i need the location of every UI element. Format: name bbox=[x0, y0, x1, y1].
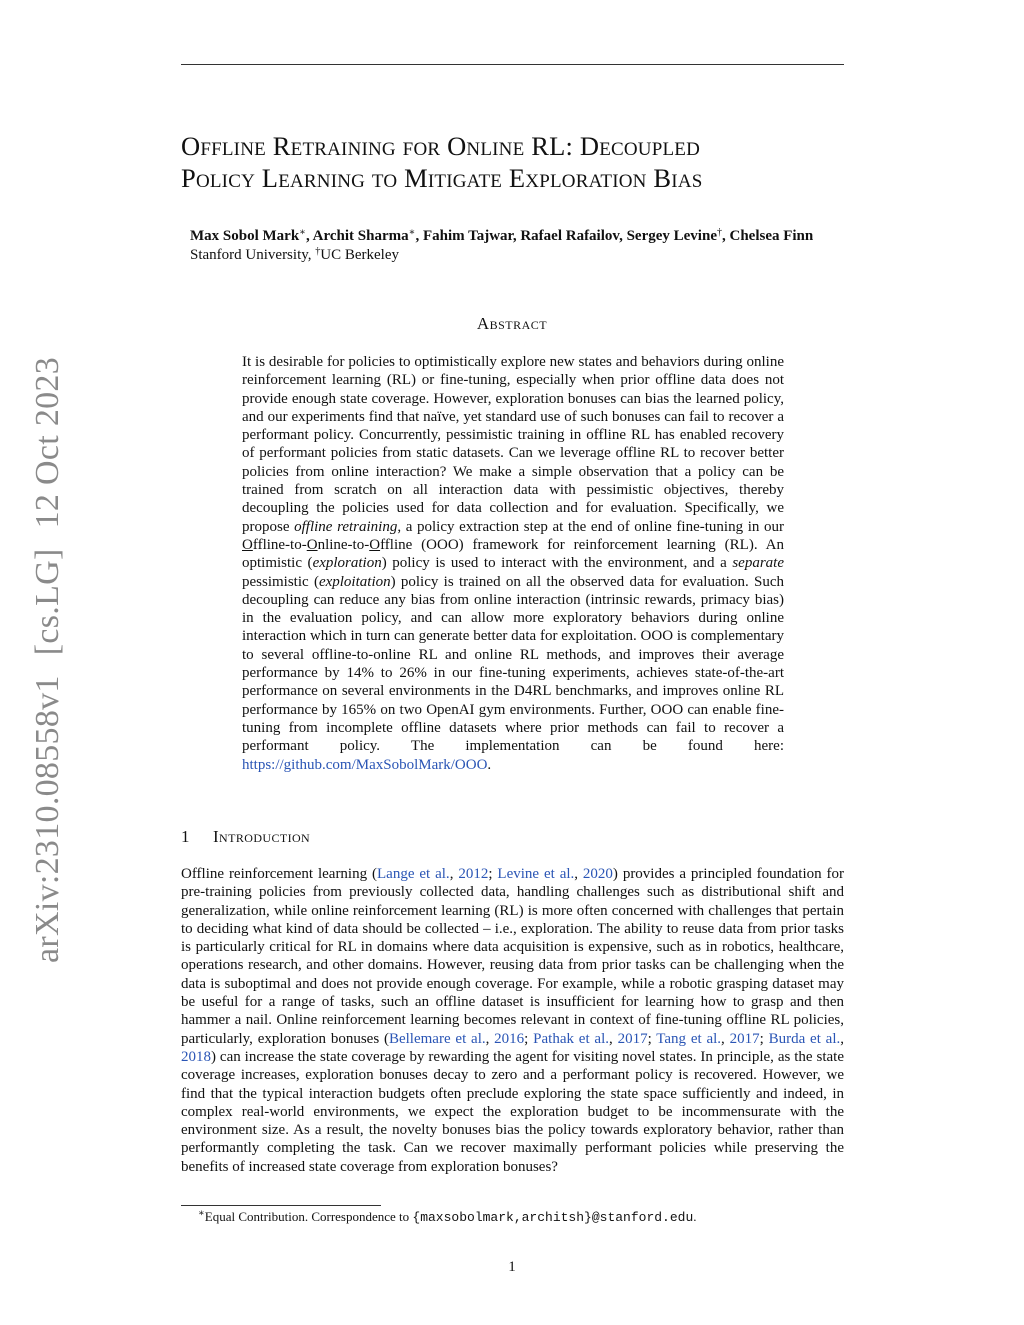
arxiv-date: 12 Oct 2023 bbox=[29, 356, 66, 529]
author-2: Archit Sharma bbox=[312, 228, 409, 244]
author-2-mark: ∗ bbox=[408, 227, 416, 238]
intro-text: , bbox=[449, 866, 459, 882]
abstract-emphasis-exploitation: exploitation bbox=[318, 573, 391, 590]
abstract-text-4: ) policy is used to interact with the environment, and a bbox=[381, 555, 733, 572]
arxiv-category: [cs.LG] bbox=[29, 548, 66, 656]
github-link[interactable]: https://github.com/MaxSobolMark/OOO bbox=[242, 756, 488, 773]
intro-text: , bbox=[485, 1030, 495, 1047]
footnote-text: Equal Contribution. Correspondence to bbox=[204, 1209, 413, 1224]
intro-text: , bbox=[840, 1030, 845, 1047]
citation-levine[interactable]: Levine et al. bbox=[497, 866, 575, 882]
affiliations bbox=[190, 247, 399, 264]
intro-text: ; bbox=[647, 1030, 657, 1047]
abstract-emphasis-separate: separate bbox=[732, 555, 785, 572]
citation-tang[interactable]: Tang et al. bbox=[656, 1030, 722, 1047]
citation-bellemare-year[interactable]: 2016 bbox=[494, 1030, 525, 1047]
author-5: Sergey Levine bbox=[626, 228, 717, 244]
footnote-rule bbox=[181, 1205, 381, 1206]
footnote-end: . bbox=[693, 1209, 697, 1224]
page-number: 1 bbox=[508, 1259, 516, 1275]
section-number: 1 bbox=[181, 827, 190, 846]
section-title: Introduction bbox=[213, 827, 311, 846]
section-heading-introduction bbox=[181, 827, 310, 847]
abstract-text-1: It is desirable for policies to optimistically explore new states and behaviors during online reinforcement learning (RL) or fine-tuning, especially when prior offline data does not provide enough state coverage. However, exploration bonuses can bias the learned policy, and our experiments find that naïve, yet standard use of such bonuses can fail to recover a performant policy. Concurrently, pessimistic training in offline RL has enabled recovery of performant policies from static datasets. Can we leverage offline RL to recover better policies from online interaction? We make a simple observation that a policy can be trained from scratch on all interaction data with pessimistic objectives, thereby decoupling the policies used for data collection and for evaluation. Specifically, we propose bbox=[242, 354, 784, 535]
citation-burda[interactable]: Burda et al. bbox=[768, 1030, 841, 1047]
abstract-text-6: ) policy is trained on all the observed data for evaluation. Such decoupling can reduce any bias from online interaction (intrinsic rewards, primacy bias) in the evaluation policy, and can allow more exploratory behaviors during online interaction which in turn can generate better data for exploitation. OOO is complementary to several offline-to-online RL and online RL methods, and improves their average performance by 14% to 26% in our fine-tuning experiments, achieves state-of-the-art performance on several environments in the D4RL benchmarks, and improves online RL performance by 165% on two OpenAI gym environments. Further, OOO can enable fine-tuning from incomplete offline datasets where prior methods can fail to recover a performant policy. The implementation can be found here: bbox=[242, 573, 784, 755]
arxiv-id: arXiv:2310.08558v1 bbox=[29, 675, 66, 964]
author-4: Rafael Rafailov bbox=[520, 228, 620, 244]
abstract-text-7: . bbox=[487, 756, 492, 773]
title-line-1: Offline Retraining for Online RL: Decoupled bbox=[181, 131, 701, 161]
author-list: Max Sobol Mark∗, Archit Sharma∗, Fahim Tajwar, Rafael Rafailov, Sergey Levine†, Chelsea Finn bbox=[190, 227, 814, 244]
arxiv-stamp bbox=[29, 337, 67, 963]
author-3: Fahim Tajwar bbox=[422, 228, 513, 244]
ooo-underline-3: O bbox=[369, 536, 381, 553]
author-1: Max Sobol Mark bbox=[190, 228, 300, 244]
intro-text: Offline reinforcement learning ( bbox=[181, 866, 377, 882]
abstract-heading: Abstract bbox=[476, 314, 548, 333]
abstract-text-2: , a policy extraction step at the end of online fine-tuning in our bbox=[397, 518, 784, 535]
paper-title bbox=[181, 130, 861, 194]
footnote bbox=[198, 1209, 697, 1225]
affiliation-dagger: † bbox=[315, 246, 321, 257]
citation-pathak[interactable]: Pathak et al. bbox=[533, 1030, 609, 1047]
citation-lange-year[interactable]: 2012 bbox=[458, 866, 489, 882]
ooo-underline-2: O bbox=[306, 536, 318, 553]
intro-text: ; bbox=[759, 1030, 769, 1047]
citation-levine-year[interactable]: 2020 bbox=[582, 866, 613, 882]
footnote-email: {maxsobolmark,architsh}@stanford.edu bbox=[412, 1210, 694, 1225]
title-line-2: Policy Learning to Mitigate Exploration Bias bbox=[181, 163, 703, 193]
author-6: Chelsea Finn bbox=[729, 228, 814, 244]
intro-text: , bbox=[609, 1030, 618, 1047]
introduction-body bbox=[181, 865, 844, 1176]
intro-text: , bbox=[574, 866, 583, 882]
author-1-mark: ∗ bbox=[299, 227, 306, 238]
citation-bellemare[interactable]: Bellemare et al. bbox=[388, 1030, 486, 1047]
citation-lange[interactable]: Lange et al. bbox=[377, 866, 450, 882]
ooo-rest-2: nline-to- bbox=[317, 536, 370, 553]
intro-text: ) provides a principled foundation for pre-training policies from previously collected data, handling challenges such as distributional shift and generalization, while online reinforcement learning (RL) is more often concerned with challenges that pertain to deciding what kind of data should be collected – i.e., exploration. The ability to reuse data from prior tasks is particularly critical for RL in domains where data acquisition is expensive, such as in robotics, healthcare, operations research, and other domains. However, reusing data from prior tasks can be challenging when the data is suboptimal and does not provide enough coverage. For example, while a robotic grasping dataset may be useful for a range of tasks, such an offline dataset is insufficient for learning how to grasp and then hammer a nail. Online reinforcement learning becomes relevant in context of fine-tuning offline RL policies, particularly, exploration bonuses ( bbox=[181, 866, 845, 1047]
intro-text: ; bbox=[488, 866, 498, 882]
ooo-underline-1: O bbox=[242, 536, 253, 553]
citation-pathak-year[interactable]: 2017 bbox=[617, 1030, 648, 1047]
abstract-body bbox=[242, 353, 784, 774]
ooo-rest-1: ffline-to- bbox=[252, 536, 307, 553]
top-rule bbox=[181, 64, 844, 65]
abstract-text-5: pessimistic ( bbox=[242, 573, 319, 590]
abstract-emphasis-exploration: exploration bbox=[312, 555, 382, 572]
footnote-mark: ∗ bbox=[198, 1208, 205, 1219]
intro-text: ) can increase the state coverage by rewarding the agent for visiting novel states. In principle, as the state coverage increases, exploration bonuses decay to zero and a performant policy is recovered. However, we find that the typical interaction budgets often preclude exploring the state space sufficiently and indeed, in complex real-world environments, we expect the exploration budget to be incommensurate with the environment size. As a result, the novelty bonuses bias the policy towards exploratory behavior, rather than performantly completing the task. Can we recover maximally performant policies while preserving the benefits of increased state coverage from exploration bonuses? bbox=[181, 1048, 844, 1175]
intro-text: ; bbox=[524, 1030, 534, 1047]
affiliation-berkeley: UC Berkeley bbox=[320, 247, 399, 263]
affiliation-stanford: Stanford University, bbox=[190, 247, 312, 263]
citation-tang-year[interactable]: 2017 bbox=[729, 1030, 760, 1047]
author-5-mark: † bbox=[716, 227, 722, 238]
abstract-emphasis-offline-retraining: offline retraining bbox=[294, 518, 398, 535]
intro-text: , bbox=[721, 1030, 730, 1047]
abstract-text-3: (OOO) framework for reinforcement learning (RL). An optimistic ( bbox=[242, 536, 784, 572]
ooo-rest-3: ffline bbox=[380, 536, 413, 553]
citation-burda-year[interactable]: 2018 bbox=[181, 1048, 211, 1065]
